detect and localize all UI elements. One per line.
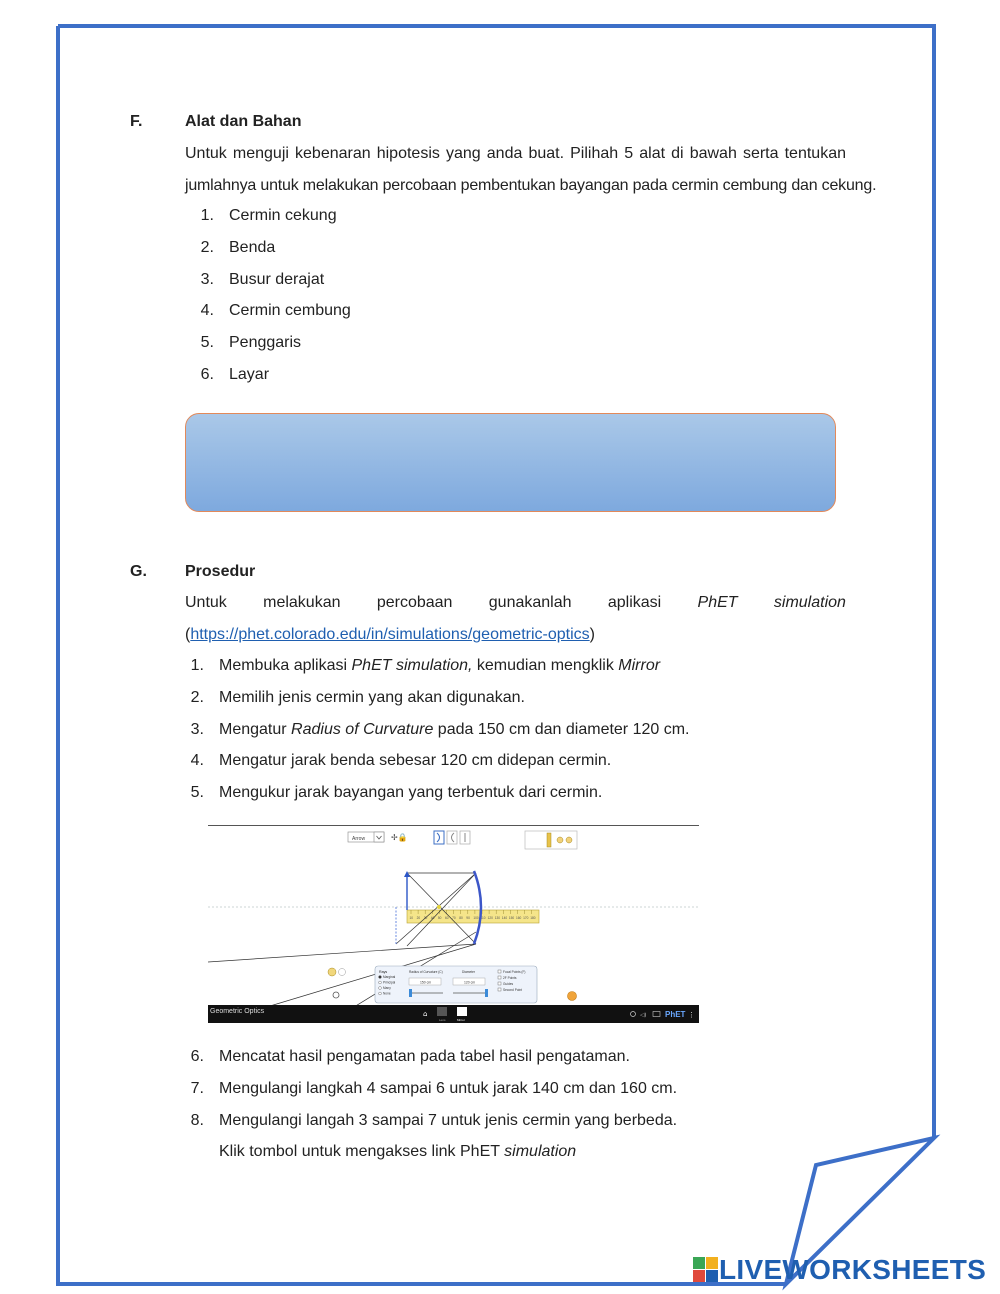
intro-word: gunakanlah: [488, 594, 572, 611]
sim-app-title: Geometric Optics: [210, 1008, 265, 1015]
svg-text:Lens: Lens: [439, 1018, 446, 1022]
equipment-item: [186, 295, 351, 327]
ruler-tick-label: 150: [508, 916, 515, 920]
procedure-step: [176, 1105, 677, 1137]
procedure-step: [176, 682, 690, 714]
list-number: 3.: [200, 270, 214, 288]
answer-drop-box[interactable]: [185, 413, 836, 512]
home-icon: ⌂: [423, 1010, 428, 1018]
lens-screen-button: [437, 1007, 447, 1016]
svg-text:Rays: Rays: [379, 970, 388, 974]
list-number: 5.: [200, 334, 214, 352]
ray-option-label: None: [383, 991, 391, 996]
list-text: Mencatat hasil pengamatan pada tabel hasil pengataman.: [219, 1048, 630, 1065]
svg-text:Mirror: Mirror: [457, 1018, 465, 1022]
procedure-steps: [176, 650, 690, 809]
ruler-tick-label: 10: [409, 916, 414, 920]
intro-word: Untuk: [185, 594, 227, 611]
option-checkbox: [498, 988, 501, 991]
sim-scene: [208, 826, 699, 1023]
list-number: 1.: [200, 207, 214, 224]
equipment-item: [186, 200, 351, 232]
ruler-tick-label: 100: [473, 916, 479, 920]
closing-text: Klik tombol untuk mengakses link PhET: [219, 1143, 505, 1160]
sim-nav-bar: [208, 1005, 699, 1023]
section-f-title: Alat dan Bahan: [185, 113, 302, 130]
procedure-steps-continued: [176, 1041, 677, 1136]
list-number: 6.: [190, 1048, 204, 1065]
list-number: 6.: [200, 365, 214, 383]
procedure-step: [176, 745, 690, 777]
list-text: Penggaris: [229, 334, 302, 352]
ruler-tick-label: 140: [501, 916, 508, 920]
list-text: Memilih jenis cermin yang akan digunakan.: [219, 688, 525, 706]
link-open-paren: (: [185, 626, 191, 643]
link-close-paren: ): [589, 626, 595, 643]
ray-option-radio: [379, 981, 382, 984]
phet-link[interactable]: https://phet.colorado.edu/in/simulations/geometric-optics: [190, 626, 590, 643]
option-checkbox-label: 2F Points: [503, 976, 517, 980]
ruler-tick-label: 110: [480, 916, 486, 920]
list-text: Mengukur jarak bayangan yang terbentuk dari cermin.: [219, 784, 603, 802]
intro-word: percobaan: [376, 594, 453, 611]
phet-link-line: [185, 619, 595, 651]
section-g-title: Prosedur: [185, 563, 256, 580]
ray-option-label: Many: [383, 986, 391, 990]
procedure-step: [176, 1073, 677, 1105]
mirror-screen-button: [457, 1007, 467, 1016]
list-number: 1.: [190, 657, 204, 674]
option-checkbox: [498, 970, 501, 973]
list-text: Mengatur Radius of Curvature pada 150 cm dan diameter 120 cm.: [219, 720, 690, 738]
list-number: 2.: [200, 238, 214, 256]
list-text: Mengulangi langah 3 sampai 7 untuk jenis cermin yang berbeda.: [219, 1111, 678, 1129]
list-text: Mengulangi langkah 4 sampai 6 untuk jarak 140 cm dan 160 cm.: [219, 1079, 678, 1097]
ruler-tick-label: 60: [445, 916, 449, 920]
svg-text:✢🔒: ✢🔒: [391, 833, 408, 842]
section-g-letter: G.: [130, 563, 147, 580]
svg-text:Radius of Curvature (C): Radius of Curvature (C): [409, 970, 443, 974]
equipment-item: [186, 359, 351, 391]
procedure-step: [176, 714, 690, 746]
intro-word: aplikasi: [607, 594, 662, 611]
ruler-tick-label: 40: [430, 916, 435, 920]
liveworksheets-logo: [693, 1254, 986, 1286]
ruler-tick-label: 180: [530, 916, 536, 920]
ruler-tick-label: 170: [523, 916, 529, 920]
mirror: [474, 871, 481, 944]
ruler-tick-label: 30: [423, 916, 428, 920]
equipment-item: [186, 327, 351, 359]
ray-option-radio: [379, 992, 382, 995]
list-number: 8.: [190, 1111, 204, 1129]
equipment-item: [186, 232, 351, 264]
list-text: Mengatur jarak benda sebesar 120 cm didepan cermin.: [219, 752, 612, 770]
ruler-tick-label: 90: [466, 916, 470, 920]
equipment-item: [186, 264, 351, 296]
option-checkbox-label: Focal Points (F): [503, 970, 526, 974]
svg-text:120 cm: 120 cm: [464, 980, 476, 985]
intro-word: simulation: [773, 594, 846, 611]
list-text: Cermin cembung: [229, 302, 351, 320]
procedure-step: [176, 1041, 677, 1073]
ray-option-radio: [379, 976, 382, 979]
ray-option-label: Marginal: [383, 975, 396, 979]
list-number: 3.: [190, 720, 204, 738]
ruler-tick-label: 50: [437, 916, 442, 920]
equipment-list: [186, 200, 351, 391]
list-text: Layar: [229, 365, 270, 383]
object-select-label: Arrow: [352, 836, 366, 842]
ruler-tick-label: 20: [416, 916, 421, 920]
liveworksheets-logo-icon: [693, 1257, 719, 1283]
svg-text:150 cm: 150 cm: [420, 980, 432, 985]
closing-italic: simulation: [504, 1143, 577, 1160]
svg-text:⋮: ⋮: [688, 1011, 695, 1019]
ruler-tick-label: 120: [487, 916, 493, 920]
list-text: Cermin cekung: [229, 207, 337, 224]
procedure-step: [176, 777, 690, 809]
list-number: 5.: [190, 784, 204, 802]
intro-word: PhET: [697, 594, 738, 611]
list-number: 4.: [200, 302, 214, 320]
zoom-out-icon: [339, 969, 346, 976]
zoom-in-icon: [328, 968, 336, 976]
intro-word: melakukan: [263, 594, 341, 611]
svg-text:PhET: PhET: [665, 1010, 686, 1019]
list-text: Membuka aplikasi PhET simulation, kemudian mengklik Mirror: [219, 657, 661, 674]
option-checkbox-label: Second Point: [503, 988, 522, 992]
option-checkbox: [498, 976, 501, 979]
option-checkbox-label: Guides: [503, 982, 514, 986]
svg-text:◁): ◁): [640, 1012, 647, 1019]
ruler-tick-label: 80: [459, 916, 463, 920]
svg-text:Diameter: Diameter: [462, 970, 475, 974]
list-text: Benda: [229, 238, 276, 256]
phet-simulation-screenshot: [208, 825, 699, 1023]
ray-option-radio: [379, 987, 382, 990]
light-source-icon: [333, 992, 339, 998]
list-text: Busur derajat: [229, 270, 325, 288]
list-number: 4.: [190, 752, 204, 770]
option-checkbox: [498, 982, 501, 985]
section-g-intro: [185, 587, 846, 619]
closing-line: [219, 1136, 576, 1168]
ruler-tick-label: 130: [494, 916, 501, 920]
section-f-intro-line2: jumlahnya untuk melakukan percobaan pembentukan bayangan pada cermin cembung dan cekung.: [185, 177, 877, 194]
list-number: 2.: [190, 688, 204, 706]
ruler-tick-label: 160: [516, 916, 522, 920]
liveworksheets-wordmark: LIVEWORKSHEETS: [719, 1254, 987, 1285]
section-f-intro-line1: Untuk menguji kebenaran hipotesis yang anda buat. Pilihah 5 alat di bawah serta tentukan: [185, 145, 846, 162]
ruler-tick-label: 70: [452, 916, 456, 920]
list-number: 7.: [190, 1079, 204, 1097]
section-f-letter: F.: [130, 113, 143, 130]
ray-option-label: Principal: [383, 980, 396, 985]
reset-button: [568, 992, 577, 1001]
procedure-step: [176, 650, 690, 682]
